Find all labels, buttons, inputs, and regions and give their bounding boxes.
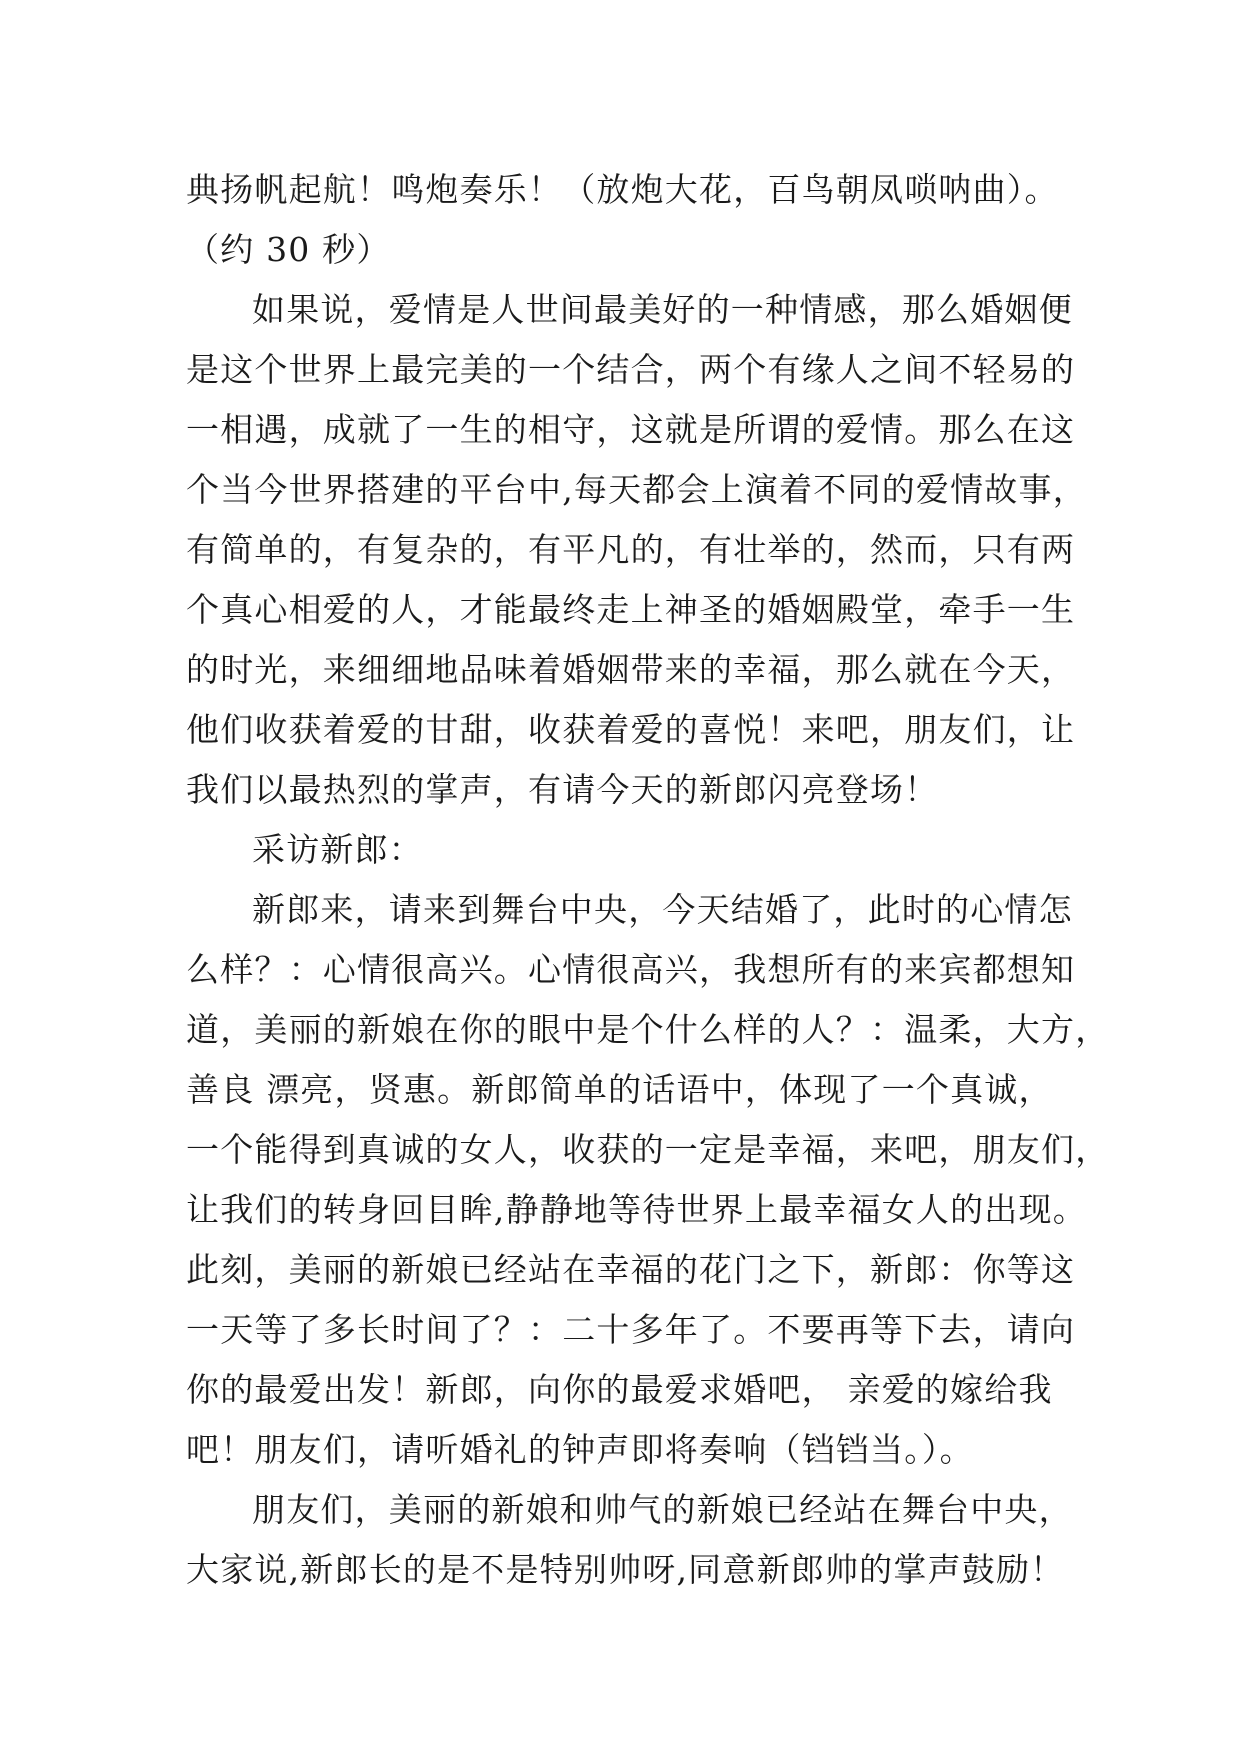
text-line: 你的最爱出发！新郎，向你的最爱求婚吧， 亲爱的嫁给我 <box>186 1370 1053 1409</box>
text-line: 一相遇，成就了一生的相守，这就是所谓的爱情。那么在这 <box>186 410 1076 449</box>
text-line: 新郎来，请来到舞台中央，今天结婚了，此时的心情怎 <box>252 890 1073 929</box>
text-line: 的时光，来细细地品味着婚姻带来的幸福，那么就在今天， <box>186 650 1076 689</box>
text-line: 此刻，美丽的新娘已经站在幸福的花门之下，新郎：你等这 <box>186 1250 1076 1289</box>
section-heading: 采访新郎： <box>252 830 423 869</box>
text-line: 个真心相爱的人，才能最终走上神圣的婚姻殿堂，牵手一生 <box>186 590 1076 629</box>
text-line: 吧！朋友们，请听婚礼的钟声即将奏响（铛铛当。）。 <box>186 1430 974 1469</box>
text-line: 他们收获着爱的甘甜，收获着爱的喜悦！来吧，朋友们，让 <box>186 710 1076 749</box>
text-line: 大家说,新郎长的是不是特别帅呀,同意新郎帅的掌声鼓励！ <box>186 1550 1065 1589</box>
text-line: 让我们的转身回目眸,静静地等待世界上最幸福女人的出现。 <box>186 1190 1087 1229</box>
text-line: 我们以最热烈的掌声，有请今天的新郎闪亮登场！ <box>186 770 939 809</box>
text-line: 一个能得到真诚的女人，收获的一定是幸福，来吧，朋友们， <box>186 1130 1110 1169</box>
text-line: 道，美丽的新娘在你的眼中是个什么样的人？：温柔，大方， <box>186 1010 1110 1049</box>
text-line: 朋友们，美丽的新娘和帅气的新娘已经站在舞台中央， <box>252 1490 1073 1529</box>
text-line: 典扬帆起航！鸣炮奏乐！（放炮大花，百鸟朝凤唢呐曲）。 <box>186 170 1059 209</box>
text-line: 个当今世界搭建的平台中,每天都会上演着不同的爱情故事， <box>186 470 1087 509</box>
text-line: 么样？：心情很高兴。心情很高兴，我想所有的来宾都想知 <box>186 950 1076 989</box>
document-body <box>186 160 1110 1600</box>
text-line: 有简单的，有复杂的，有平凡的，有壮举的，然而，只有两 <box>186 530 1076 569</box>
text-line: 一天等了多长时间了？：二十多年了。不要再等下去，请向 <box>186 1310 1076 1349</box>
text-line: （约 30 秒） <box>186 230 391 269</box>
text-line: 善良 漂亮，贤惠。新郎简单的话语中，体现了一个真诚， <box>186 1070 1053 1109</box>
text-line: 是这个世界上最完美的一个结合，两个有缘人之间不轻易的 <box>186 350 1076 389</box>
text-line: 如果说，爱情是人世间最美好的一种情感，那么婚姻便 <box>252 290 1073 329</box>
